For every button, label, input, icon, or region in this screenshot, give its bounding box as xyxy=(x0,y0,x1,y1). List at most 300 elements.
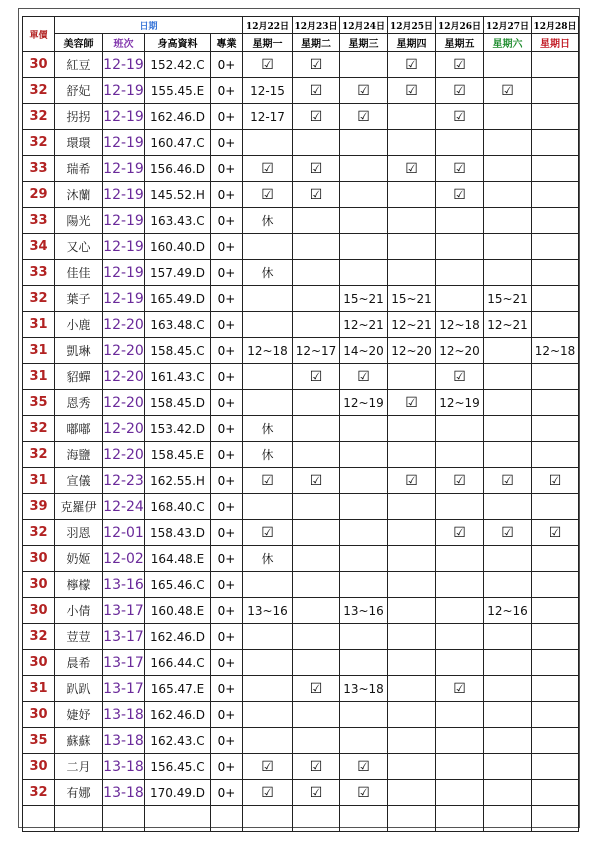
day-cell xyxy=(243,624,293,650)
day-cell xyxy=(484,182,532,208)
day-cell xyxy=(532,416,579,442)
beautician-name: 奶姬 xyxy=(55,546,103,572)
day-cell: ☑ xyxy=(436,364,484,390)
day-cell xyxy=(532,494,579,520)
day-cell xyxy=(340,234,388,260)
shift-cell: 13-16 xyxy=(103,572,145,598)
table-row xyxy=(23,520,579,546)
day-cell xyxy=(340,130,388,156)
day-cell: ☑ xyxy=(484,78,532,104)
day-cell xyxy=(484,754,532,780)
day-cell xyxy=(532,598,579,624)
price-cell: 32 xyxy=(23,286,55,312)
beautician-name: 紅豆 xyxy=(55,52,103,78)
table-row xyxy=(23,130,579,156)
day-cell xyxy=(293,650,340,676)
price-cell: 32 xyxy=(23,442,55,468)
day-cell: 12~21 xyxy=(484,312,532,338)
profile-cell: 160.40.D xyxy=(145,234,211,260)
day-cell: 13~18 xyxy=(340,676,388,702)
day-cell xyxy=(532,754,579,780)
table-row-empty xyxy=(23,806,579,832)
day-cell xyxy=(436,702,484,728)
day-cell: 12~18 xyxy=(243,338,293,364)
beautician-name: 羽恩 xyxy=(55,520,103,546)
price-cell: 32 xyxy=(23,78,55,104)
table-row xyxy=(23,416,579,442)
day-cell xyxy=(388,676,436,702)
day-cell: ☑ xyxy=(436,520,484,546)
price-cell: 32 xyxy=(23,624,55,650)
day-cell: 12~20 xyxy=(388,338,436,364)
day-cell: ☑ xyxy=(484,468,532,494)
day-cell: 15~21 xyxy=(340,286,388,312)
table-row xyxy=(23,702,579,728)
day-cell xyxy=(340,442,388,468)
day-cell xyxy=(243,676,293,702)
day-cell xyxy=(532,156,579,182)
day-cell: ☑ xyxy=(436,104,484,130)
day-cell xyxy=(243,728,293,754)
empty-cell xyxy=(388,806,436,832)
day-cell: ☑ xyxy=(340,104,388,130)
day-cell xyxy=(436,650,484,676)
profile-cell: 158.45.D xyxy=(145,390,211,416)
day-cell: ☑ xyxy=(293,754,340,780)
day-cell xyxy=(340,728,388,754)
day-cell xyxy=(484,390,532,416)
day-cell: ☑ xyxy=(484,520,532,546)
day-cell xyxy=(388,728,436,754)
day-cell: ☑ xyxy=(532,520,579,546)
table-row xyxy=(23,52,579,78)
profile-cell: 156.46.D xyxy=(145,156,211,182)
shift-cell: 12-02 xyxy=(103,546,145,572)
profile-cell: 165.47.E xyxy=(145,676,211,702)
day-cell xyxy=(340,624,388,650)
day-cell xyxy=(484,416,532,442)
beautician-name: 宣儀 xyxy=(55,468,103,494)
price-cell: 33 xyxy=(23,156,55,182)
beautician-name: 佳佳 xyxy=(55,260,103,286)
shift-cell: 12-19 xyxy=(103,260,145,286)
empty-cell xyxy=(23,806,55,832)
day-cell xyxy=(243,390,293,416)
beautician-header: 美容師 xyxy=(55,34,103,52)
day-cell xyxy=(484,494,532,520)
beautician-name: 荳荳 xyxy=(55,624,103,650)
day-cell xyxy=(293,572,340,598)
beautician-name: 蘇蘇 xyxy=(55,728,103,754)
shift-cell: 13-17 xyxy=(103,624,145,650)
specialty-cell: 0+ xyxy=(211,650,243,676)
specialty-cell: 0+ xyxy=(211,156,243,182)
day-cell: ☑ xyxy=(388,156,436,182)
day-cell xyxy=(436,624,484,650)
shift-cell: 13-17 xyxy=(103,676,145,702)
day-cell xyxy=(532,624,579,650)
specialty-cell: 0+ xyxy=(211,78,243,104)
beautician-name: 恩秀 xyxy=(55,390,103,416)
specialty-cell: 0+ xyxy=(211,676,243,702)
schedule-body xyxy=(23,52,579,832)
weekday-header-sunday: 星期日 xyxy=(532,34,579,52)
specialty-cell: 0+ xyxy=(211,364,243,390)
day-cell: ☑ xyxy=(388,52,436,78)
day-cell: ☑ xyxy=(293,182,340,208)
day-cell xyxy=(293,494,340,520)
profile-cell: 162.43.C xyxy=(145,728,211,754)
day-cell xyxy=(340,468,388,494)
day-cell: 14~20 xyxy=(340,338,388,364)
day-cell xyxy=(532,390,579,416)
day-cell xyxy=(532,546,579,572)
day-cell xyxy=(243,234,293,260)
day-cell xyxy=(293,702,340,728)
day-cell: 12~19 xyxy=(436,390,484,416)
day-cell xyxy=(532,286,579,312)
day-cell xyxy=(340,182,388,208)
day-cell xyxy=(293,442,340,468)
day-cell xyxy=(388,130,436,156)
profile-cell: 160.47.C xyxy=(145,130,211,156)
day-cell xyxy=(436,494,484,520)
table-row xyxy=(23,676,579,702)
day-cell xyxy=(388,702,436,728)
beautician-name: 有娜 xyxy=(55,780,103,806)
day-cell xyxy=(484,234,532,260)
day-cell xyxy=(532,442,579,468)
day-cell xyxy=(484,624,532,650)
day-cell xyxy=(293,416,340,442)
shift-cell: 12-20 xyxy=(103,442,145,468)
price-cell: 34 xyxy=(23,234,55,260)
shift-cell: 13-18 xyxy=(103,728,145,754)
day-cell: ☑ xyxy=(243,156,293,182)
day-cell xyxy=(532,234,579,260)
day-cell: ☑ xyxy=(293,52,340,78)
day-cell xyxy=(340,260,388,286)
price-cell: 30 xyxy=(23,754,55,780)
specialty-cell: 0+ xyxy=(211,754,243,780)
table-row xyxy=(23,156,579,182)
day-cell: ☑ xyxy=(436,52,484,78)
profile-cell: 163.48.C xyxy=(145,312,211,338)
beautician-name: 小鹿 xyxy=(55,312,103,338)
shift-cell: 13-17 xyxy=(103,650,145,676)
date-header: 12月28日 xyxy=(532,17,579,34)
specialty-cell: 0+ xyxy=(211,546,243,572)
day-cell xyxy=(293,286,340,312)
profile-header: 身高資料 xyxy=(145,34,211,52)
day-cell: ☑ xyxy=(243,754,293,780)
day-cell: ☑ xyxy=(436,156,484,182)
day-cell xyxy=(484,546,532,572)
day-cell xyxy=(532,78,579,104)
price-cell: 32 xyxy=(23,416,55,442)
day-cell xyxy=(293,130,340,156)
profile-cell: 164.48.E xyxy=(145,546,211,572)
date-header: 12月27日 xyxy=(484,17,532,34)
day-cell xyxy=(484,728,532,754)
day-cell xyxy=(388,780,436,806)
table-row xyxy=(23,546,579,572)
day-cell xyxy=(484,676,532,702)
day-cell xyxy=(532,312,579,338)
day-cell: ☑ xyxy=(340,754,388,780)
beautician-name: 檸檬 xyxy=(55,572,103,598)
shift-cell: 12-19 xyxy=(103,130,145,156)
day-cell xyxy=(532,676,579,702)
day-cell xyxy=(340,208,388,234)
specialty-cell: 0+ xyxy=(211,598,243,624)
profile-cell: 163.43.C xyxy=(145,208,211,234)
day-cell xyxy=(340,702,388,728)
day-cell xyxy=(243,312,293,338)
weekday-header: 星期三 xyxy=(340,34,388,52)
weekday-header: 星期一 xyxy=(243,34,293,52)
day-cell xyxy=(484,338,532,364)
price-cell: 31 xyxy=(23,676,55,702)
day-cell: ☑ xyxy=(436,78,484,104)
day-cell: ☑ xyxy=(340,780,388,806)
date-label-header: 日期 xyxy=(55,17,243,34)
price-cell: 31 xyxy=(23,312,55,338)
day-cell: ☑ xyxy=(388,390,436,416)
beautician-name: 貂蟬 xyxy=(55,364,103,390)
empty-cell xyxy=(484,806,532,832)
profile-cell: 162.46.D xyxy=(145,624,211,650)
day-cell: 休 xyxy=(243,416,293,442)
price-cell: 30 xyxy=(23,52,55,78)
day-cell xyxy=(340,494,388,520)
shift-cell: 12-19 xyxy=(103,286,145,312)
profile-cell: 156.45.C xyxy=(145,754,211,780)
day-cell xyxy=(436,234,484,260)
empty-cell xyxy=(340,806,388,832)
day-cell: 12~21 xyxy=(388,312,436,338)
day-cell xyxy=(484,364,532,390)
day-cell xyxy=(340,52,388,78)
day-cell xyxy=(484,130,532,156)
table-row xyxy=(23,182,579,208)
day-cell xyxy=(293,260,340,286)
day-cell: 12-15 xyxy=(243,78,293,104)
day-cell xyxy=(484,650,532,676)
weekday-header-saturday: 星期六 xyxy=(484,34,532,52)
day-cell: 12~18 xyxy=(436,312,484,338)
day-cell: 12-17 xyxy=(243,104,293,130)
day-cell: 12~21 xyxy=(340,312,388,338)
specialty-cell: 0+ xyxy=(211,338,243,364)
profile-cell: 161.43.C xyxy=(145,364,211,390)
day-cell xyxy=(388,624,436,650)
day-cell: ☑ xyxy=(293,780,340,806)
header-row-columns xyxy=(23,34,579,52)
day-cell: ☑ xyxy=(436,468,484,494)
specialty-cell: 0+ xyxy=(211,416,243,442)
day-cell xyxy=(436,416,484,442)
price-cell: 32 xyxy=(23,520,55,546)
table-row xyxy=(23,624,579,650)
date-header: 12月23日 xyxy=(293,17,340,34)
day-cell xyxy=(532,364,579,390)
weekday-header: 星期四 xyxy=(388,34,436,52)
day-cell xyxy=(388,260,436,286)
day-cell xyxy=(243,364,293,390)
profile-cell: 152.42.C xyxy=(145,52,211,78)
day-cell xyxy=(436,286,484,312)
date-header: 12月24日 xyxy=(340,17,388,34)
profile-cell: 158.45.E xyxy=(145,442,211,468)
day-cell: 休 xyxy=(243,546,293,572)
day-cell: ☑ xyxy=(436,182,484,208)
header-row-dates xyxy=(23,17,579,34)
shift-cell: 12-20 xyxy=(103,390,145,416)
table-row xyxy=(23,234,579,260)
day-cell: ☑ xyxy=(243,182,293,208)
shift-cell: 12-19 xyxy=(103,52,145,78)
date-header: 12月22日 xyxy=(243,17,293,34)
price-cell: 35 xyxy=(23,728,55,754)
table-row xyxy=(23,780,579,806)
table-row xyxy=(23,390,579,416)
price-cell: 33 xyxy=(23,208,55,234)
weekday-header: 星期二 xyxy=(293,34,340,52)
beautician-name: 小倩 xyxy=(55,598,103,624)
table-row xyxy=(23,754,579,780)
empty-cell xyxy=(532,806,579,832)
day-cell: 12~18 xyxy=(532,338,579,364)
day-cell xyxy=(340,520,388,546)
day-cell xyxy=(388,442,436,468)
price-cell: 39 xyxy=(23,494,55,520)
shift-cell: 12-19 xyxy=(103,104,145,130)
shift-cell: 12-20 xyxy=(103,364,145,390)
day-cell xyxy=(388,182,436,208)
day-cell: ☑ xyxy=(293,78,340,104)
shift-cell: 13-18 xyxy=(103,754,145,780)
beautician-name: 拐拐 xyxy=(55,104,103,130)
day-cell: ☑ xyxy=(243,780,293,806)
table-row xyxy=(23,208,579,234)
day-cell: 15~21 xyxy=(388,286,436,312)
day-cell xyxy=(436,442,484,468)
beautician-name: 凱琳 xyxy=(55,338,103,364)
day-cell xyxy=(388,234,436,260)
day-cell: ☑ xyxy=(293,364,340,390)
day-cell xyxy=(532,260,579,286)
day-cell xyxy=(532,208,579,234)
day-cell: 12~19 xyxy=(340,390,388,416)
day-cell: ☑ xyxy=(388,468,436,494)
profile-cell: 158.43.D xyxy=(145,520,211,546)
specialty-cell: 0+ xyxy=(211,130,243,156)
shift-cell: 12-01 xyxy=(103,520,145,546)
specialty-cell: 0+ xyxy=(211,494,243,520)
day-cell: 15~21 xyxy=(484,286,532,312)
day-cell xyxy=(243,494,293,520)
day-cell xyxy=(293,312,340,338)
weekday-header: 星期五 xyxy=(436,34,484,52)
day-cell xyxy=(293,624,340,650)
day-cell xyxy=(388,650,436,676)
day-cell xyxy=(340,650,388,676)
day-cell: 休 xyxy=(243,442,293,468)
price-cell: 32 xyxy=(23,780,55,806)
date-header: 12月25日 xyxy=(388,17,436,34)
day-cell xyxy=(293,598,340,624)
day-cell xyxy=(532,130,579,156)
day-cell: ☑ xyxy=(293,104,340,130)
shift-cell: 12-19 xyxy=(103,182,145,208)
day-cell: ☑ xyxy=(340,78,388,104)
specialty-cell: 0+ xyxy=(211,52,243,78)
day-cell xyxy=(436,780,484,806)
profile-cell: 145.52.H xyxy=(145,182,211,208)
empty-cell xyxy=(293,806,340,832)
price-header: 單價 xyxy=(23,17,55,52)
schedule-table xyxy=(22,16,579,832)
day-cell xyxy=(243,130,293,156)
day-cell xyxy=(436,728,484,754)
price-cell: 30 xyxy=(23,546,55,572)
day-cell: 12~20 xyxy=(436,338,484,364)
empty-cell xyxy=(243,806,293,832)
day-cell xyxy=(436,130,484,156)
beautician-name: 環環 xyxy=(55,130,103,156)
price-cell: 32 xyxy=(23,130,55,156)
specialty-cell: 0+ xyxy=(211,390,243,416)
day-cell xyxy=(243,572,293,598)
specialty-cell: 0+ xyxy=(211,312,243,338)
profile-cell: 157.49.D xyxy=(145,260,211,286)
profile-cell: 155.45.E xyxy=(145,78,211,104)
day-cell xyxy=(388,208,436,234)
day-cell xyxy=(340,572,388,598)
specialty-cell: 0+ xyxy=(211,442,243,468)
table-row xyxy=(23,598,579,624)
day-cell xyxy=(532,650,579,676)
day-cell: ☑ xyxy=(293,468,340,494)
profile-cell: 162.46.D xyxy=(145,104,211,130)
beautician-name: 舒妃 xyxy=(55,78,103,104)
day-cell xyxy=(484,780,532,806)
day-cell xyxy=(340,416,388,442)
day-cell xyxy=(388,598,436,624)
empty-cell xyxy=(436,806,484,832)
specialty-cell: 0+ xyxy=(211,520,243,546)
profile-cell: 158.45.C xyxy=(145,338,211,364)
table-row xyxy=(23,650,579,676)
day-cell xyxy=(532,52,579,78)
day-cell xyxy=(532,728,579,754)
day-cell: ☑ xyxy=(243,52,293,78)
beautician-name: 瑞希 xyxy=(55,156,103,182)
day-cell xyxy=(484,156,532,182)
beautician-name: 沐蘭 xyxy=(55,182,103,208)
beautician-name: 晨希 xyxy=(55,650,103,676)
price-cell: 31 xyxy=(23,364,55,390)
empty-cell xyxy=(211,806,243,832)
profile-cell: 160.48.E xyxy=(145,598,211,624)
shift-cell: 13-18 xyxy=(103,702,145,728)
specialty-cell: 0+ xyxy=(211,286,243,312)
shift-cell: 12-20 xyxy=(103,416,145,442)
empty-cell xyxy=(103,806,145,832)
profile-cell: 162.55.H xyxy=(145,468,211,494)
day-cell xyxy=(484,104,532,130)
